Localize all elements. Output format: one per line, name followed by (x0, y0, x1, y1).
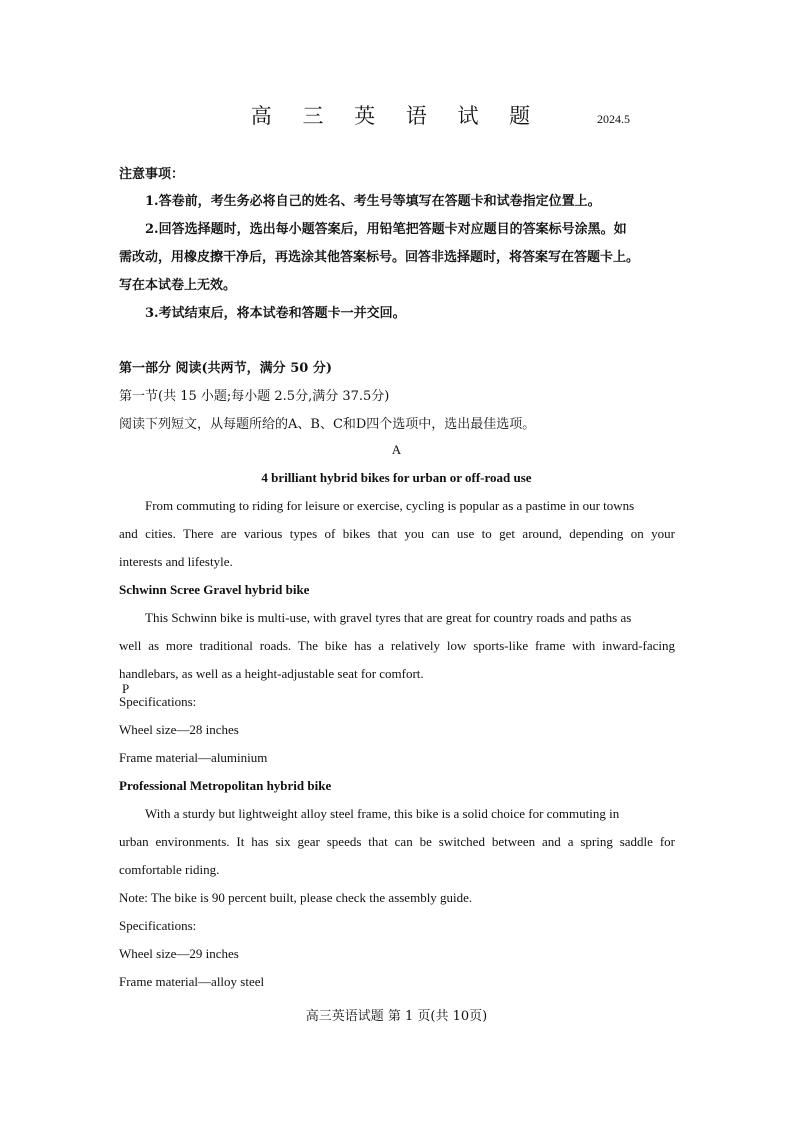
section1-heading: 第一节(共 15 小题;每小题 2.5分,满分 37.5分) (119, 389, 390, 404)
bike2-spec-frame: Frame material—alloy steel (119, 974, 265, 989)
bike1-line-1: This Schwinn bike is multi-use, with gravel tyres that are great for country roads and paths as (145, 610, 632, 625)
exam-date: 2024.5 (597, 112, 630, 126)
bike1-spec-heading: Specifications: (119, 694, 197, 709)
notice-item-1: 1.答卷前，考生务必将自己的姓名、考生号等填写在答题卡和试卷指定位置上。 (145, 194, 601, 209)
notice-item-2-line-3: 写在本试卷上无效。 (119, 278, 237, 293)
bike2-spec-wheel: Wheel size—29 inches (119, 946, 239, 961)
notice-item-2-line-1: 2.回答选择题时，选出每小题答案后，用铅笔把答题卡对应题目的答案标号涂黑。如 (145, 222, 627, 237)
bike1-spec-frame: Frame material—aluminium (119, 750, 268, 765)
instruction-text: 阅读下列短文，从每题所给的A、B、C和D四个选项中，选出最佳选项。 (119, 417, 536, 432)
notice-heading: 注意事项： (119, 167, 185, 182)
bike2-note: Note: The bike is 90 percent built, please check the assembly guide. (119, 890, 473, 905)
page-footer: 高三英语试题 第 1 页(共 10页) (305, 1009, 488, 1024)
intro-line-1: From commuting to riding for leisure or exercise, cycling is popular as a pastime in our towns (145, 498, 635, 513)
passage-title: 4 brilliant hybrid bikes for urban or off-road use (261, 470, 532, 485)
bike1-line-3: handlebars, as well as a height-adjustable seat for comfort. (119, 666, 424, 681)
bike1-name: Schwinn Scree Gravel hybrid bike (119, 582, 310, 597)
intro-line-3: interests and lifestyle. (119, 554, 233, 569)
part1-heading: 第一部分 阅读(共两节，满分 50 分) (119, 361, 332, 376)
stray-letter: P (122, 681, 130, 696)
bike2-line-1: With a sturdy but lightweight alloy steel frame, this bike is a solid choice for commuting in (145, 806, 620, 821)
bike2-spec-heading: Specifications: (119, 918, 197, 933)
bike2-line-2: urban environments. It has six gear speeds that can be switched between and a spring saddle for (119, 834, 675, 849)
notice-item-3: 3.考试结束后，将本试卷和答题卡一并交回。 (145, 306, 406, 321)
passage-letter: A (391, 442, 402, 457)
bike2-name: Professional Metropolitan hybrid bike (119, 778, 332, 793)
bike2-line-3: comfortable riding. (119, 862, 220, 877)
intro-line-2: and cities. There are various types of bikes that you can use to get around, depending on your (119, 526, 675, 541)
bike1-spec-wheel: Wheel size—28 inches (119, 722, 239, 737)
bike1-line-2: well as more traditional roads. The bike has a relatively low sports-like frame with inward-facing (119, 638, 675, 653)
notice-item-2-line-2: 需改动，用橡皮擦干净后，再选涂其他答案标号。回答非选择题时，将答案写在答题卡上。 (119, 250, 640, 265)
page-title: 高 三 英 语 试 题 (250, 104, 543, 128)
